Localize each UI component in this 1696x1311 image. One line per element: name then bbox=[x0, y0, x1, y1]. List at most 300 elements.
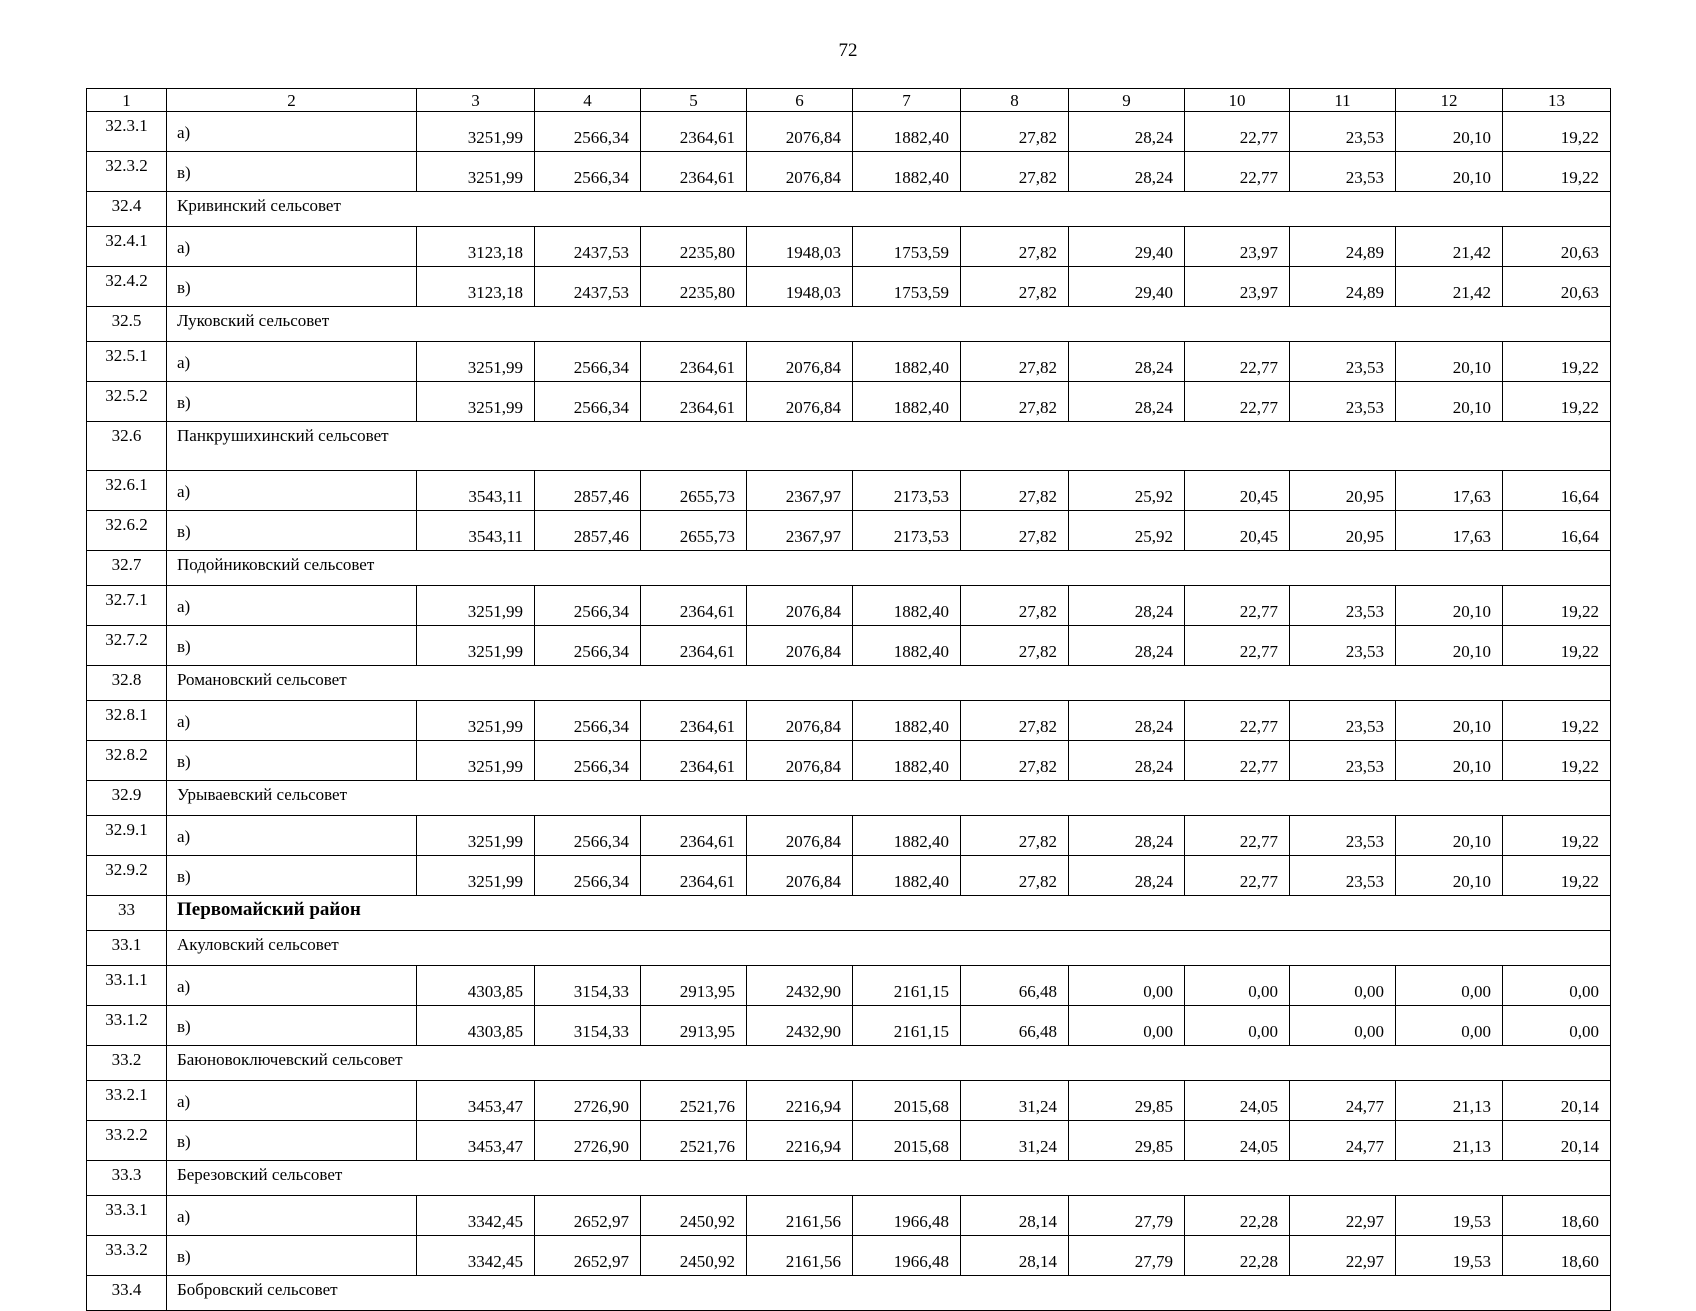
row-item: а) bbox=[167, 816, 417, 856]
value-cell: 17,63 bbox=[1396, 471, 1503, 511]
row-code: 32.5.2 bbox=[87, 382, 167, 422]
section-name: Бобровский сельсовет bbox=[167, 1276, 1611, 1311]
row-code: 32.4 bbox=[87, 192, 167, 227]
row-code: 32.8.1 bbox=[87, 701, 167, 741]
value-cell: 27,82 bbox=[961, 586, 1069, 626]
district-name: Первомайский район bbox=[167, 896, 1611, 931]
value-cell: 1882,40 bbox=[853, 586, 961, 626]
value-cell: 27,82 bbox=[961, 227, 1069, 267]
value-cell: 27,82 bbox=[961, 342, 1069, 382]
value-cell: 20,10 bbox=[1396, 626, 1503, 666]
value-cell: 2432,90 bbox=[747, 966, 853, 1006]
row-code: 32.6 bbox=[87, 422, 167, 471]
value-cell: 23,53 bbox=[1290, 741, 1396, 781]
district-row bbox=[87, 896, 1611, 931]
value-cell: 23,53 bbox=[1290, 112, 1396, 152]
section-name: Романовский сельсовет bbox=[167, 666, 1611, 701]
value-cell: 2652,97 bbox=[535, 1196, 641, 1236]
value-cell: 3123,18 bbox=[417, 267, 535, 307]
value-cell: 20,10 bbox=[1396, 342, 1503, 382]
value-cell: 2566,34 bbox=[535, 626, 641, 666]
table-row bbox=[87, 966, 1611, 1006]
value-cell: 3543,11 bbox=[417, 511, 535, 551]
value-cell: 24,05 bbox=[1185, 1121, 1290, 1161]
row-code: 32.4.2 bbox=[87, 267, 167, 307]
value-cell: 27,82 bbox=[961, 701, 1069, 741]
value-cell: 3251,99 bbox=[417, 701, 535, 741]
value-cell: 23,53 bbox=[1290, 701, 1396, 741]
value-cell: 28,24 bbox=[1069, 856, 1185, 896]
value-cell: 2161,15 bbox=[853, 966, 961, 1006]
table-row bbox=[87, 471, 1611, 511]
value-cell: 23,53 bbox=[1290, 382, 1396, 422]
value-cell: 27,82 bbox=[961, 382, 1069, 422]
value-cell: 2437,53 bbox=[535, 267, 641, 307]
value-cell: 20,10 bbox=[1396, 382, 1503, 422]
section-name: Акуловский сельсовет bbox=[167, 931, 1611, 966]
value-cell: 2566,34 bbox=[535, 342, 641, 382]
section-row bbox=[87, 307, 1611, 342]
value-cell: 29,85 bbox=[1069, 1121, 1185, 1161]
row-code: 33.2.1 bbox=[87, 1081, 167, 1121]
value-cell: 2364,61 bbox=[641, 856, 747, 896]
value-cell: 1882,40 bbox=[853, 626, 961, 666]
value-cell: 2076,84 bbox=[747, 342, 853, 382]
value-cell: 2216,94 bbox=[747, 1081, 853, 1121]
value-cell: 3251,99 bbox=[417, 382, 535, 422]
value-cell: 1882,40 bbox=[853, 342, 961, 382]
value-cell: 20,63 bbox=[1503, 267, 1611, 307]
row-code: 33.4 bbox=[87, 1276, 167, 1311]
value-cell: 1966,48 bbox=[853, 1236, 961, 1276]
value-cell: 27,82 bbox=[961, 626, 1069, 666]
value-cell: 3453,47 bbox=[417, 1081, 535, 1121]
row-item: а) bbox=[167, 342, 417, 382]
value-cell: 20,10 bbox=[1396, 741, 1503, 781]
value-cell: 1753,59 bbox=[853, 267, 961, 307]
table-body bbox=[87, 89, 1611, 1311]
value-cell: 27,82 bbox=[961, 856, 1069, 896]
value-cell: 2216,94 bbox=[747, 1121, 853, 1161]
value-cell: 24,05 bbox=[1185, 1081, 1290, 1121]
row-item: а) bbox=[167, 1081, 417, 1121]
section-name: Кривинский сельсовет bbox=[167, 192, 1611, 227]
value-cell: 28,24 bbox=[1069, 112, 1185, 152]
value-cell: 22,77 bbox=[1185, 856, 1290, 896]
value-cell: 1948,03 bbox=[747, 267, 853, 307]
column-number-cell: 4 bbox=[535, 89, 641, 112]
row-code: 33.1.1 bbox=[87, 966, 167, 1006]
row-code: 33.2 bbox=[87, 1046, 167, 1081]
value-cell: 2566,34 bbox=[535, 741, 641, 781]
value-cell: 27,79 bbox=[1069, 1236, 1185, 1276]
value-cell: 22,77 bbox=[1185, 626, 1290, 666]
column-number-cell: 9 bbox=[1069, 89, 1185, 112]
row-item: в) bbox=[167, 511, 417, 551]
value-cell: 22,77 bbox=[1185, 112, 1290, 152]
value-cell: 1753,59 bbox=[853, 227, 961, 267]
value-cell: 1882,40 bbox=[853, 856, 961, 896]
value-cell: 28,24 bbox=[1069, 152, 1185, 192]
value-cell: 19,22 bbox=[1503, 626, 1611, 666]
value-cell: 2173,53 bbox=[853, 471, 961, 511]
value-cell: 2655,73 bbox=[641, 511, 747, 551]
row-code: 32.5.1 bbox=[87, 342, 167, 382]
value-cell: 27,79 bbox=[1069, 1196, 1185, 1236]
row-item: а) bbox=[167, 112, 417, 152]
value-cell: 2566,34 bbox=[535, 816, 641, 856]
value-cell: 2015,68 bbox=[853, 1121, 961, 1161]
section-name: Баюновоключевский сельсовет bbox=[167, 1046, 1611, 1081]
value-cell: 22,77 bbox=[1185, 152, 1290, 192]
row-code: 32.6.1 bbox=[87, 471, 167, 511]
value-cell: 2076,84 bbox=[747, 382, 853, 422]
value-cell: 1882,40 bbox=[853, 152, 961, 192]
column-number-cell: 10 bbox=[1185, 89, 1290, 112]
value-cell: 23,53 bbox=[1290, 816, 1396, 856]
value-cell: 20,45 bbox=[1185, 511, 1290, 551]
table-row bbox=[87, 741, 1611, 781]
row-item: в) bbox=[167, 1236, 417, 1276]
row-code: 32.8.2 bbox=[87, 741, 167, 781]
value-cell: 2364,61 bbox=[641, 382, 747, 422]
value-cell: 2521,76 bbox=[641, 1121, 747, 1161]
table-row bbox=[87, 816, 1611, 856]
table-row bbox=[87, 382, 1611, 422]
value-cell: 0,00 bbox=[1069, 1006, 1185, 1046]
value-cell: 22,97 bbox=[1290, 1196, 1396, 1236]
value-cell: 24,77 bbox=[1290, 1121, 1396, 1161]
value-cell: 23,97 bbox=[1185, 227, 1290, 267]
value-cell: 22,28 bbox=[1185, 1236, 1290, 1276]
value-cell: 2364,61 bbox=[641, 816, 747, 856]
value-cell: 22,77 bbox=[1185, 741, 1290, 781]
value-cell: 23,53 bbox=[1290, 626, 1396, 666]
row-item: в) bbox=[167, 856, 417, 896]
value-cell: 3251,99 bbox=[417, 856, 535, 896]
column-number-cell: 5 bbox=[641, 89, 747, 112]
table-row bbox=[87, 152, 1611, 192]
section-name: Панкрушихинский сельсовет bbox=[167, 422, 1611, 471]
section-row bbox=[87, 1276, 1611, 1311]
row-item: а) bbox=[167, 701, 417, 741]
value-cell: 21,13 bbox=[1396, 1081, 1503, 1121]
value-cell: 2450,92 bbox=[641, 1196, 747, 1236]
value-cell: 23,97 bbox=[1185, 267, 1290, 307]
value-cell: 28,14 bbox=[961, 1236, 1069, 1276]
value-cell: 20,10 bbox=[1396, 112, 1503, 152]
value-cell: 16,64 bbox=[1503, 511, 1611, 551]
value-cell: 1882,40 bbox=[853, 112, 961, 152]
value-cell: 2364,61 bbox=[641, 701, 747, 741]
value-cell: 3251,99 bbox=[417, 816, 535, 856]
value-cell: 1882,40 bbox=[853, 382, 961, 422]
row-item: в) bbox=[167, 741, 417, 781]
value-cell: 2566,34 bbox=[535, 112, 641, 152]
value-cell: 2364,61 bbox=[641, 586, 747, 626]
value-cell: 31,24 bbox=[961, 1081, 1069, 1121]
row-code: 33.3.2 bbox=[87, 1236, 167, 1276]
value-cell: 1966,48 bbox=[853, 1196, 961, 1236]
value-cell: 3123,18 bbox=[417, 227, 535, 267]
value-cell: 28,24 bbox=[1069, 626, 1185, 666]
value-cell: 4303,85 bbox=[417, 966, 535, 1006]
value-cell: 0,00 bbox=[1290, 966, 1396, 1006]
value-cell: 2566,34 bbox=[535, 586, 641, 626]
column-number-cell: 1 bbox=[87, 89, 167, 112]
row-item: а) bbox=[167, 966, 417, 1006]
value-cell: 27,82 bbox=[961, 741, 1069, 781]
column-number-cell: 3 bbox=[417, 89, 535, 112]
column-number-cell: 13 bbox=[1503, 89, 1611, 112]
row-item: а) bbox=[167, 1196, 417, 1236]
value-cell: 66,48 bbox=[961, 1006, 1069, 1046]
value-cell: 1882,40 bbox=[853, 816, 961, 856]
value-cell: 25,92 bbox=[1069, 511, 1185, 551]
value-cell: 2076,84 bbox=[747, 741, 853, 781]
table-row bbox=[87, 1006, 1611, 1046]
table-row bbox=[87, 1196, 1611, 1236]
value-cell: 17,63 bbox=[1396, 511, 1503, 551]
value-cell: 20,10 bbox=[1396, 152, 1503, 192]
row-code: 33 bbox=[87, 896, 167, 931]
value-cell: 27,82 bbox=[961, 816, 1069, 856]
section-row bbox=[87, 192, 1611, 227]
value-cell: 2726,90 bbox=[535, 1081, 641, 1121]
value-cell: 2364,61 bbox=[641, 626, 747, 666]
value-cell: 25,92 bbox=[1069, 471, 1185, 511]
row-code: 32.3.2 bbox=[87, 152, 167, 192]
page-number: 72 bbox=[838, 40, 858, 61]
value-cell: 24,89 bbox=[1290, 227, 1396, 267]
value-cell: 28,24 bbox=[1069, 816, 1185, 856]
value-cell: 2076,84 bbox=[747, 112, 853, 152]
row-code: 32.8 bbox=[87, 666, 167, 701]
value-cell: 21,42 bbox=[1396, 267, 1503, 307]
table-row bbox=[87, 586, 1611, 626]
value-cell: 28,24 bbox=[1069, 701, 1185, 741]
value-cell: 19,22 bbox=[1503, 112, 1611, 152]
value-cell: 28,24 bbox=[1069, 741, 1185, 781]
value-cell: 2161,56 bbox=[747, 1236, 853, 1276]
value-cell: 21,13 bbox=[1396, 1121, 1503, 1161]
value-cell: 27,82 bbox=[961, 152, 1069, 192]
column-number-cell: 12 bbox=[1396, 89, 1503, 112]
table-row bbox=[87, 1121, 1611, 1161]
value-cell: 2076,84 bbox=[747, 816, 853, 856]
row-code: 33.3 bbox=[87, 1161, 167, 1196]
column-number-cell: 2 bbox=[167, 89, 417, 112]
value-cell: 2652,97 bbox=[535, 1236, 641, 1276]
value-cell: 3342,45 bbox=[417, 1236, 535, 1276]
value-cell: 2655,73 bbox=[641, 471, 747, 511]
value-cell: 27,82 bbox=[961, 267, 1069, 307]
value-cell: 22,97 bbox=[1290, 1236, 1396, 1276]
value-cell: 3251,99 bbox=[417, 112, 535, 152]
value-cell: 27,82 bbox=[961, 112, 1069, 152]
table-row bbox=[87, 511, 1611, 551]
value-cell: 2566,34 bbox=[535, 856, 641, 896]
value-cell: 1882,40 bbox=[853, 701, 961, 741]
row-code: 32.4.1 bbox=[87, 227, 167, 267]
column-number-cell: 7 bbox=[853, 89, 961, 112]
table-row bbox=[87, 1236, 1611, 1276]
value-cell: 21,42 bbox=[1396, 227, 1503, 267]
row-code: 33.2.2 bbox=[87, 1121, 167, 1161]
section-name: Урываевский сельсовет bbox=[167, 781, 1611, 816]
value-cell: 3251,99 bbox=[417, 626, 535, 666]
value-cell: 2076,84 bbox=[747, 586, 853, 626]
value-cell: 2173,53 bbox=[853, 511, 961, 551]
column-number-cell: 6 bbox=[747, 89, 853, 112]
value-cell: 19,22 bbox=[1503, 701, 1611, 741]
value-cell: 22,77 bbox=[1185, 816, 1290, 856]
row-item: а) bbox=[167, 227, 417, 267]
table-row bbox=[87, 626, 1611, 666]
value-cell: 20,10 bbox=[1396, 701, 1503, 741]
value-cell: 28,24 bbox=[1069, 586, 1185, 626]
value-cell: 66,48 bbox=[961, 966, 1069, 1006]
value-cell: 29,40 bbox=[1069, 227, 1185, 267]
section-row bbox=[87, 422, 1611, 471]
value-cell: 3342,45 bbox=[417, 1196, 535, 1236]
row-item: в) bbox=[167, 382, 417, 422]
value-cell: 23,53 bbox=[1290, 856, 1396, 896]
column-number-cell: 11 bbox=[1290, 89, 1396, 112]
row-item: в) bbox=[167, 1121, 417, 1161]
value-cell: 19,53 bbox=[1396, 1196, 1503, 1236]
value-cell: 2076,84 bbox=[747, 626, 853, 666]
value-cell: 2364,61 bbox=[641, 741, 747, 781]
section-row bbox=[87, 666, 1611, 701]
value-cell: 2521,76 bbox=[641, 1081, 747, 1121]
row-code: 32.3.1 bbox=[87, 112, 167, 152]
table-row bbox=[87, 112, 1611, 152]
value-cell: 31,24 bbox=[961, 1121, 1069, 1161]
value-cell: 2913,95 bbox=[641, 1006, 747, 1046]
table-row bbox=[87, 856, 1611, 896]
section-name: Березовский сельсовет bbox=[167, 1161, 1611, 1196]
value-cell: 29,85 bbox=[1069, 1081, 1185, 1121]
value-cell: 20,63 bbox=[1503, 227, 1611, 267]
value-cell: 19,22 bbox=[1503, 586, 1611, 626]
table-row bbox=[87, 701, 1611, 741]
row-code: 33.3.1 bbox=[87, 1196, 167, 1236]
value-cell: 20,14 bbox=[1503, 1121, 1611, 1161]
section-row bbox=[87, 1046, 1611, 1081]
value-cell: 22,77 bbox=[1185, 382, 1290, 422]
value-cell: 23,53 bbox=[1290, 586, 1396, 626]
section-row bbox=[87, 781, 1611, 816]
row-code: 32.9 bbox=[87, 781, 167, 816]
row-code: 32.7.2 bbox=[87, 626, 167, 666]
value-cell: 2913,95 bbox=[641, 966, 747, 1006]
row-item: в) bbox=[167, 626, 417, 666]
value-cell: 3453,47 bbox=[417, 1121, 535, 1161]
value-cell: 2566,34 bbox=[535, 701, 641, 741]
row-item: а) bbox=[167, 586, 417, 626]
row-code: 32.9.2 bbox=[87, 856, 167, 896]
value-cell: 28,24 bbox=[1069, 342, 1185, 382]
section-row bbox=[87, 551, 1611, 586]
value-cell: 3154,33 bbox=[535, 966, 641, 1006]
section-row bbox=[87, 931, 1611, 966]
value-cell: 2364,61 bbox=[641, 152, 747, 192]
value-cell: 19,53 bbox=[1396, 1236, 1503, 1276]
value-cell: 24,77 bbox=[1290, 1081, 1396, 1121]
value-cell: 23,53 bbox=[1290, 152, 1396, 192]
value-cell: 18,60 bbox=[1503, 1196, 1611, 1236]
value-cell: 0,00 bbox=[1290, 1006, 1396, 1046]
value-cell: 24,89 bbox=[1290, 267, 1396, 307]
value-cell: 19,22 bbox=[1503, 152, 1611, 192]
value-cell: 0,00 bbox=[1069, 966, 1185, 1006]
value-cell: 4303,85 bbox=[417, 1006, 535, 1046]
value-cell: 19,22 bbox=[1503, 342, 1611, 382]
value-cell: 1882,40 bbox=[853, 741, 961, 781]
row-code: 32.7 bbox=[87, 551, 167, 586]
value-cell: 2015,68 bbox=[853, 1081, 961, 1121]
value-cell: 1948,03 bbox=[747, 227, 853, 267]
value-cell: 3251,99 bbox=[417, 152, 535, 192]
value-cell: 19,22 bbox=[1503, 816, 1611, 856]
value-cell: 2235,80 bbox=[641, 267, 747, 307]
column-number-cell: 8 bbox=[961, 89, 1069, 112]
value-cell: 2566,34 bbox=[535, 152, 641, 192]
value-cell: 0,00 bbox=[1396, 966, 1503, 1006]
value-cell: 22,77 bbox=[1185, 701, 1290, 741]
row-code: 32.9.1 bbox=[87, 816, 167, 856]
value-cell: 20,14 bbox=[1503, 1081, 1611, 1121]
row-code: 33.1 bbox=[87, 931, 167, 966]
value-cell: 22,28 bbox=[1185, 1196, 1290, 1236]
value-cell: 2076,84 bbox=[747, 856, 853, 896]
value-cell: 2367,97 bbox=[747, 511, 853, 551]
value-cell: 22,77 bbox=[1185, 342, 1290, 382]
value-cell: 16,64 bbox=[1503, 471, 1611, 511]
row-code: 32.7.1 bbox=[87, 586, 167, 626]
value-cell: 2432,90 bbox=[747, 1006, 853, 1046]
value-cell: 27,82 bbox=[961, 511, 1069, 551]
value-cell: 3154,33 bbox=[535, 1006, 641, 1046]
value-cell: 20,45 bbox=[1185, 471, 1290, 511]
row-code: 32.6.2 bbox=[87, 511, 167, 551]
value-cell: 28,14 bbox=[961, 1196, 1069, 1236]
value-cell: 20,10 bbox=[1396, 816, 1503, 856]
value-cell: 2076,84 bbox=[747, 701, 853, 741]
row-item: в) bbox=[167, 152, 417, 192]
value-cell: 20,95 bbox=[1290, 471, 1396, 511]
value-cell: 2161,56 bbox=[747, 1196, 853, 1236]
value-cell: 20,10 bbox=[1396, 586, 1503, 626]
value-cell: 28,24 bbox=[1069, 382, 1185, 422]
row-item: в) bbox=[167, 1006, 417, 1046]
value-cell: 0,00 bbox=[1503, 966, 1611, 1006]
table-row bbox=[87, 267, 1611, 307]
value-cell: 2235,80 bbox=[641, 227, 747, 267]
value-cell: 20,95 bbox=[1290, 511, 1396, 551]
table-row bbox=[87, 227, 1611, 267]
value-cell: 2367,97 bbox=[747, 471, 853, 511]
value-cell: 2161,15 bbox=[853, 1006, 961, 1046]
row-item: в) bbox=[167, 267, 417, 307]
value-cell: 2566,34 bbox=[535, 382, 641, 422]
value-cell: 2450,92 bbox=[641, 1236, 747, 1276]
row-code: 33.1.2 bbox=[87, 1006, 167, 1046]
value-cell: 3251,99 bbox=[417, 342, 535, 382]
value-cell: 0,00 bbox=[1396, 1006, 1503, 1046]
value-cell: 19,22 bbox=[1503, 382, 1611, 422]
